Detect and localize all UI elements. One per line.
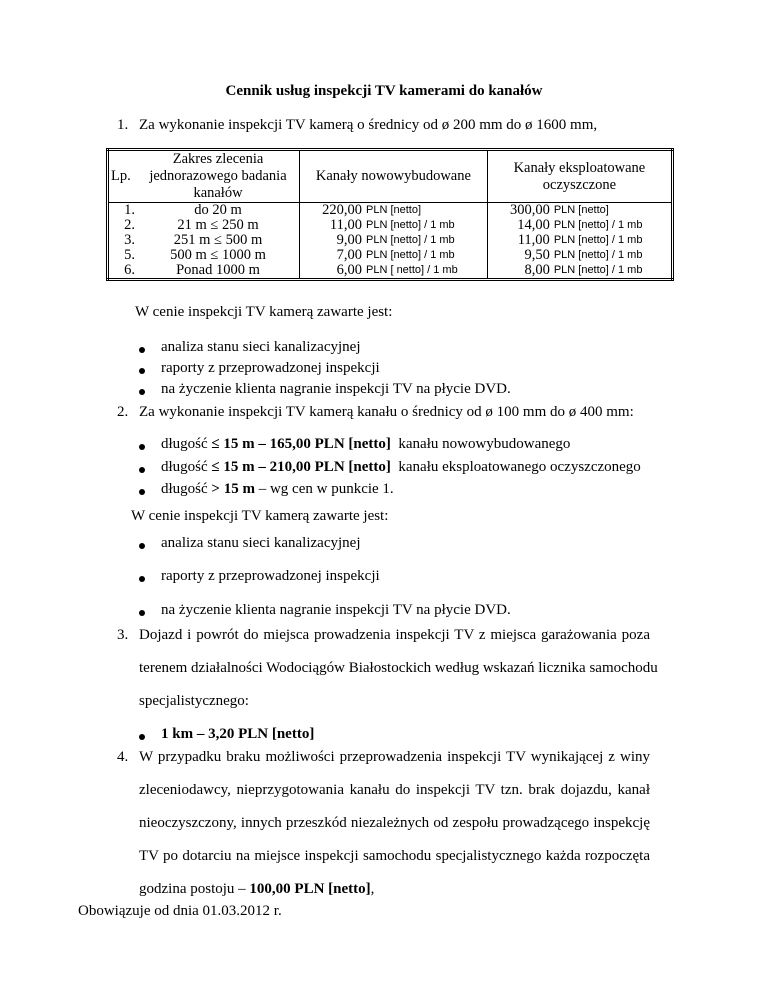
included-heading-2: W cenie inspekcji TV kamerą zawarte jest: [131,508,389,524]
bullet-icon [139,347,145,353]
row-zakres: 21 m ≤ 250 m [137,218,300,233]
row-eksp-unit: PLN [netto] / 1 mb [553,219,643,231]
section-2-number: 2. [117,404,129,420]
bullet-icon [139,467,145,473]
row-lp: 5. [124,247,135,263]
row-nowo-value: 11,00 [329,217,362,233]
row-lp: 2. [124,217,135,233]
bullet-icon [139,576,145,582]
row-eksp-unit: PLN [netto] [552,203,673,219]
price-table [106,148,674,281]
document-title: Cennik usług inspekcji TV kamerami do kanałów [225,83,543,99]
included-1-item: analiza stanu sieci kanalizacyjnej [161,339,361,355]
row-nowo-unit: PLN [netto] / 1 mb [364,218,487,233]
bullet-icon [139,734,145,740]
section-2-item: długość ≤ 15 m – 165,00 PLN [netto] kanału nowowybudowanego [161,436,571,452]
section-3-line: specjalistycznego: [139,693,249,709]
section-1-number: 1. [117,117,129,133]
row-eksp-unit: PLN [netto] / 1 mb [553,249,643,261]
header-nowo: Kanały nowowybudowane [300,150,488,203]
row-nowo-value: 7,00 [336,247,362,263]
row-nowo-unit: PLN [netto] [364,203,487,219]
section-1-text: Za wykonanie inspekcji TV kamerą o średnicy od ø 200 mm do ø 1600 mm, [139,117,598,133]
table-row [108,263,673,280]
row-nowo-unit: PLN [netto] / 1 mb [364,233,487,248]
row-zakres: Ponad 1000 m [137,263,300,280]
included-2-item: analiza stanu sieci kanalizacyjnej [161,535,361,551]
header-zakres [137,150,300,203]
bullet-icon [139,489,145,495]
header-eksp-line1: Kanały eksploatowane [513,159,646,176]
row-eksp-value: 14,00 [517,217,550,233]
section-4-line: TV po dotarciu na miejsce inspekcji samochodu specjalistycznego każda rozpoczęta [139,848,650,864]
row-lp: 1. [108,203,138,219]
section-3-item: 1 km – 3,20 PLN [netto] [161,726,315,742]
section-4-number: 4. [117,749,129,765]
row-nowo-value: 220,00 [300,203,365,219]
section-3-line: terenem działalności Wodociągów Białostockich według wskazań licznika samochodu [139,660,658,676]
table-row [108,218,673,233]
row-eksp-value: 8,00 [524,262,550,278]
row-eksp-unit: PLN [netto] / 1 mb [553,234,643,246]
included-heading-1: W cenie inspekcji TV kamerą zawarte jest: [135,304,393,320]
row-nowo-unit: PLN [ netto] / 1 mb [364,263,487,280]
bullet-icon [139,389,145,395]
bullet-icon [139,444,145,450]
section-4-line: zleceniodawcy, nieprzygotowania kanału do inspekcji TV tzn. brak dojazdu, kanał [139,782,650,798]
section-2-text: Za wykonanie inspekcji TV kamerą kanału o średnicy od ø 100 mm do ø 400 mm: [139,404,634,420]
section-4-line: nieoczyszczony, innych przeszkód niezależnych od zespołu prowadzącego inspekcję [139,815,650,831]
table-row [108,233,673,248]
effective-date: Obowiązuje od dnia 01.03.2012 r. [78,903,282,919]
row-zakres: 251 m ≤ 500 m [137,233,300,248]
row-nowo-value: 6,00 [336,262,362,278]
row-lp: 6. [124,262,135,278]
included-1-item: raporty z przeprowadzonej inspekcji [161,360,380,376]
row-eksp-unit: PLN [netto] / 1 mb [553,264,643,276]
row-nowo-unit: PLN [netto] / 1 mb [364,248,487,263]
section-2-item: długość > 15 m – wg cen w punkcie 1. [161,481,394,497]
header-zakres-line2: jednorazowego badania [149,168,287,184]
section-2-item: długość ≤ 15 m – 210,00 PLN [netto] kanału eksploatowanego oczyszczonego [161,459,641,475]
included-1-item: na życzenie klienta nagranie inspekcji TV na płycie DVD. [161,381,511,397]
bullet-icon [139,543,145,549]
row-eksp-value: 9,50 [524,247,550,263]
row-nowo-value: 9,00 [336,232,362,248]
included-2-item: raporty z przeprowadzonej inspekcji [161,568,380,584]
table-header-row [108,150,673,203]
row-zakres: do 20 m [137,203,300,219]
header-eksp [487,150,672,203]
header-eksp-line2: oczyszczone [542,176,617,193]
row-zakres: 500 m ≤ 1000 m [137,248,300,263]
section-4-last-line: godzina postoju – 100,00 PLN [netto], [139,881,375,897]
table-row [108,248,673,263]
row-eksp-value: 11,00 [517,232,550,248]
bullet-icon [139,610,145,616]
section-3-number: 3. [117,627,129,643]
row-eksp-value: 300,00 [487,203,552,219]
table-row [108,203,673,219]
included-2-item: na życzenie klienta nagranie inspekcji TV na płycie DVD. [161,602,511,618]
header-zakres-line3: kanałów [193,185,243,201]
header-lp: Lp. [111,168,131,184]
section-4-line: W przypadku braku możliwości przeprowadzenia inspekcji TV wynikającej z winy [139,749,650,765]
bullet-icon [139,368,145,374]
row-lp: 3. [124,232,135,248]
header-zakres-line1: Zakres zlecenia [172,151,264,167]
section-3-line: Dojazd i powrót do miejsca prowadzenia inspekcji TV z miejsca garażowania poza [139,627,650,643]
